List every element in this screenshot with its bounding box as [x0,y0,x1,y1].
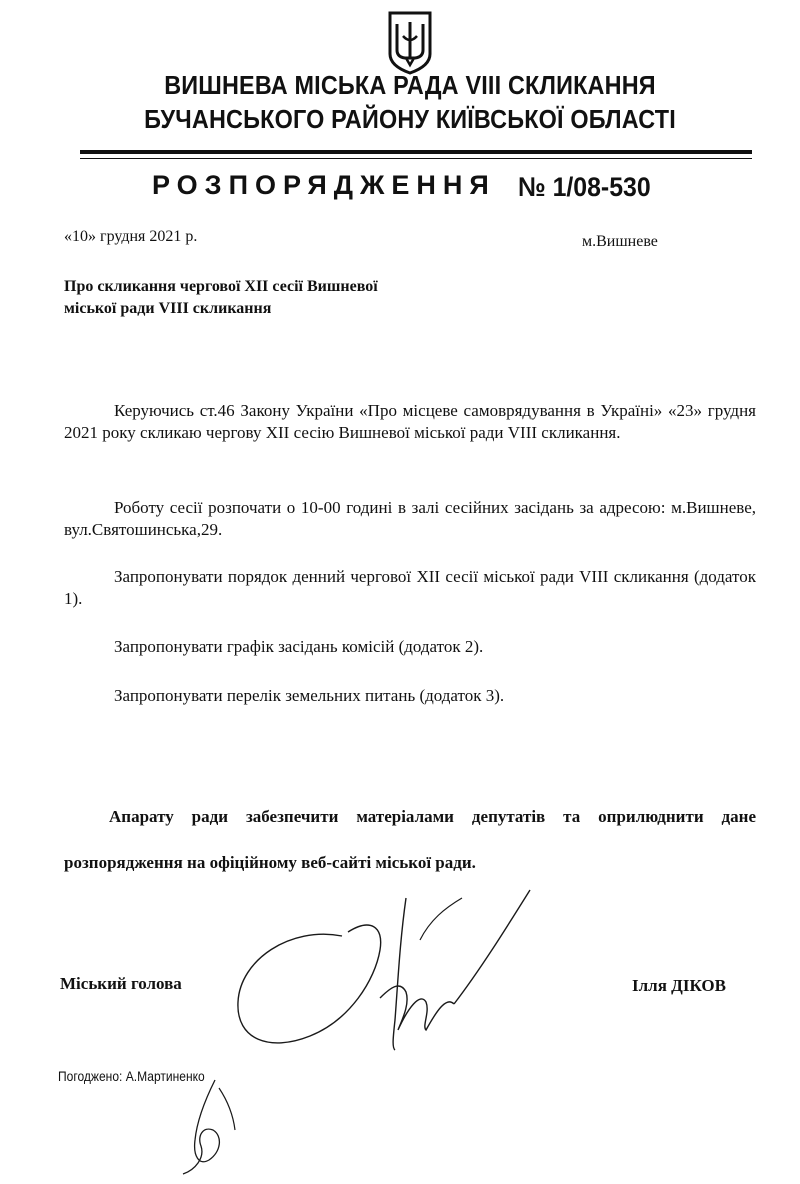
instruction-paragraph: Апарату ради забезпечити матеріалами депутатів та оприлюднити дане розпорядження на офіційному веб-сайті міської ради. [64,807,756,872]
body-paragraph: Запропонувати графік засідань комісій (додаток 2). [114,637,484,656]
body-paragraph: Запропонувати порядок денний чергової XII сесії міської ради VIII скликання (додаток 1). [64,567,756,608]
document-type: РОЗПОРЯДЖЕННЯ [152,170,496,200]
document-number: № 1/08-530 [518,172,651,202]
header-divider-thin [80,158,752,159]
document-subject [64,276,378,320]
body-paragraph: Керуючись ст.46 Закону України «Про місцеве самоврядування в Україні» «23» грудня 2021 року скликаю чергову XII сесію Вишневої міської ради VIII скликання. [64,401,756,442]
body-paragraph: Запропонувати перелік земельних питань (додаток 3). [114,686,505,705]
handwritten-signature [230,880,550,1080]
signatory-title: Міський голова [60,974,182,993]
subject-line: міської ради VIII скликання [64,300,272,317]
body-paragraph: Роботу сесії розпочати о 10-00 годині в залі сесійних засідань за адресою: м.Вишневе, вул.Святошинська,29. [64,498,756,539]
document-place: м.Вишневе [582,233,658,250]
approval-signature [175,1070,255,1180]
document-date: «10» грудня 2021 р. [64,228,198,245]
approval-note: Погоджено: А.Мартиненко [58,1068,205,1084]
subject-line: Про скликання чергової XII сесії Вишневої [64,278,378,295]
council-district: БУЧАНСЬКОГО РАЙОНУ КИЇВСЬКОЇ ОБЛАСТІ [144,104,676,134]
header-divider [80,150,752,154]
trident-emblem-icon [385,10,435,76]
signatory-name: Ілля ДІКОВ [632,976,726,995]
council-name: ВИШНЕВА МІСЬКА РАДА VIII СКЛИКАННЯ [164,70,656,100]
